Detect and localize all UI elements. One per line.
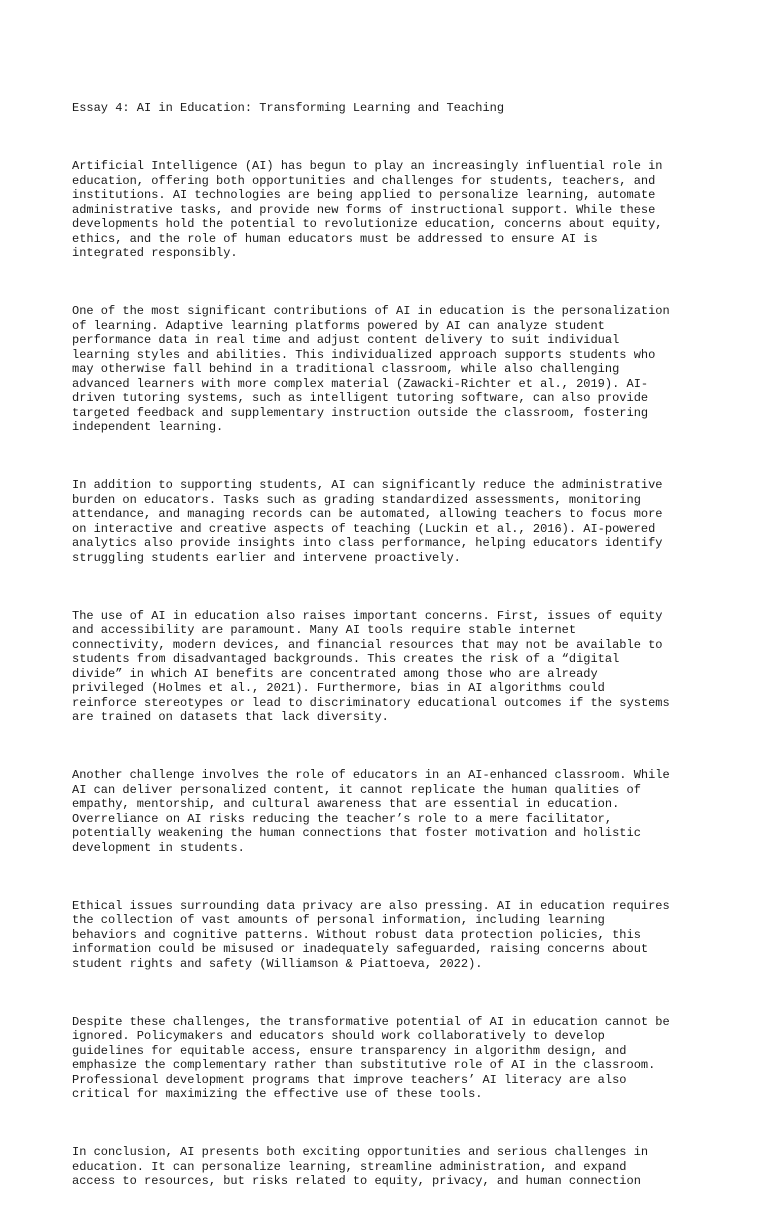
document-page <box>72 72 712 1218</box>
essay-title: Essay 4: AI in Education: Transforming Learning and Teaching <box>72 101 505 115</box>
paragraph-educator-role: Another challenge involves the role of educators in an AI-enhanced classroom. While AI can deliver personalized content, it cannot replicate the human qualities of empathy, mentorship, and cultural awareness that are essential in education. Overreliance on AI risks reducing the teacher’s role to a mere facilitator, potentially weakening the human connections that foster motivation and holistic development in students. <box>72 768 670 855</box>
paragraph-introduction: Artificial Intelligence (AI) has begun to play an increasingly influential role in education, offering both opportunities and challenges for students, teachers, and institutions. AI technologies are being applied to personalize learning, automate administrative tasks, and provide new forms of instructional support. While these developments hold the potential to revolutionize education, concerns about equity, ethics, and the role of human educators must be addressed to ensure AI is integrated responsibly. <box>72 159 663 260</box>
paragraph-administration: In addition to supporting students, AI can significantly reduce the administrative burden on educators. Tasks such as grading standardized assessments, monitoring attendance, and managing records can be automated, allowing teachers to focus more on interactive and creative aspects of teaching (Luckin et al., 2016). AI-powered analytics also provide insights into class performance, helping educators identify struggling students earlier and intervene proactively. <box>72 478 663 565</box>
paragraph-equity-concerns: The use of AI in education also raises important concerns. First, issues of equity and accessibility are paramount. Many AI tools require stable internet connectivity, modern devices, and financial resources that may not be available to students from disadvantaged backgrounds. This creates the risk of a “digital divide” in which AI benefits are concentrated among those who are already privileged (Holmes et al., 2021). Furthermore, bias in AI algorithms could reinforce stereotypes or lead to discriminatory educational outcomes if the systems are trained on datasets that lack diversity. <box>72 608 670 724</box>
paragraph-data-privacy: Ethical issues surrounding data privacy are also pressing. AI in education requires the collection of vast amounts of personal information, including learning behaviors and cognitive patterns. Without robust data protection policies, this information could be misused or inadequately safeguarded, raising concerns about student rights and safety (Williamson & Piattoeva, 2022). <box>72 898 670 971</box>
paragraph-personalization: One of the most significant contributions of AI in education is the personalization of learning. Adaptive learning platforms powered by AI can analyze student performance data in real time and adjust content delivery to suit individual learning styles and abilities. This individualized approach supports students who may otherwise fall behind in a traditional classroom, while also challenging advanced learners with more complex material (Zawacki-Richter et al., 2019). AI- driven tutoring systems, such as intelligent tutoring software, can also provide targeted feedback and supplementary instruction outside the classroom, fostering independent learning. <box>72 304 670 434</box>
paragraph-recommendations: Despite these challenges, the transformative potential of AI in education cannot be ignored. Policymakers and educators should work collaboratively to develop guidelines for equitable access, ensure transparency in algorithm design, and emphasize the complementary rather than substitutive role of AI in the classroom. Professional development programs that improve teachers’ AI literacy are also critical for maximizing the effective use of these tools. <box>72 1014 670 1101</box>
paragraph-conclusion: In conclusion, AI presents both exciting opportunities and serious challenges in education. It can personalize learning, streamline administration, and expand access to resources, but risks related to equity, privacy, and human connection <box>72 1145 649 1188</box>
